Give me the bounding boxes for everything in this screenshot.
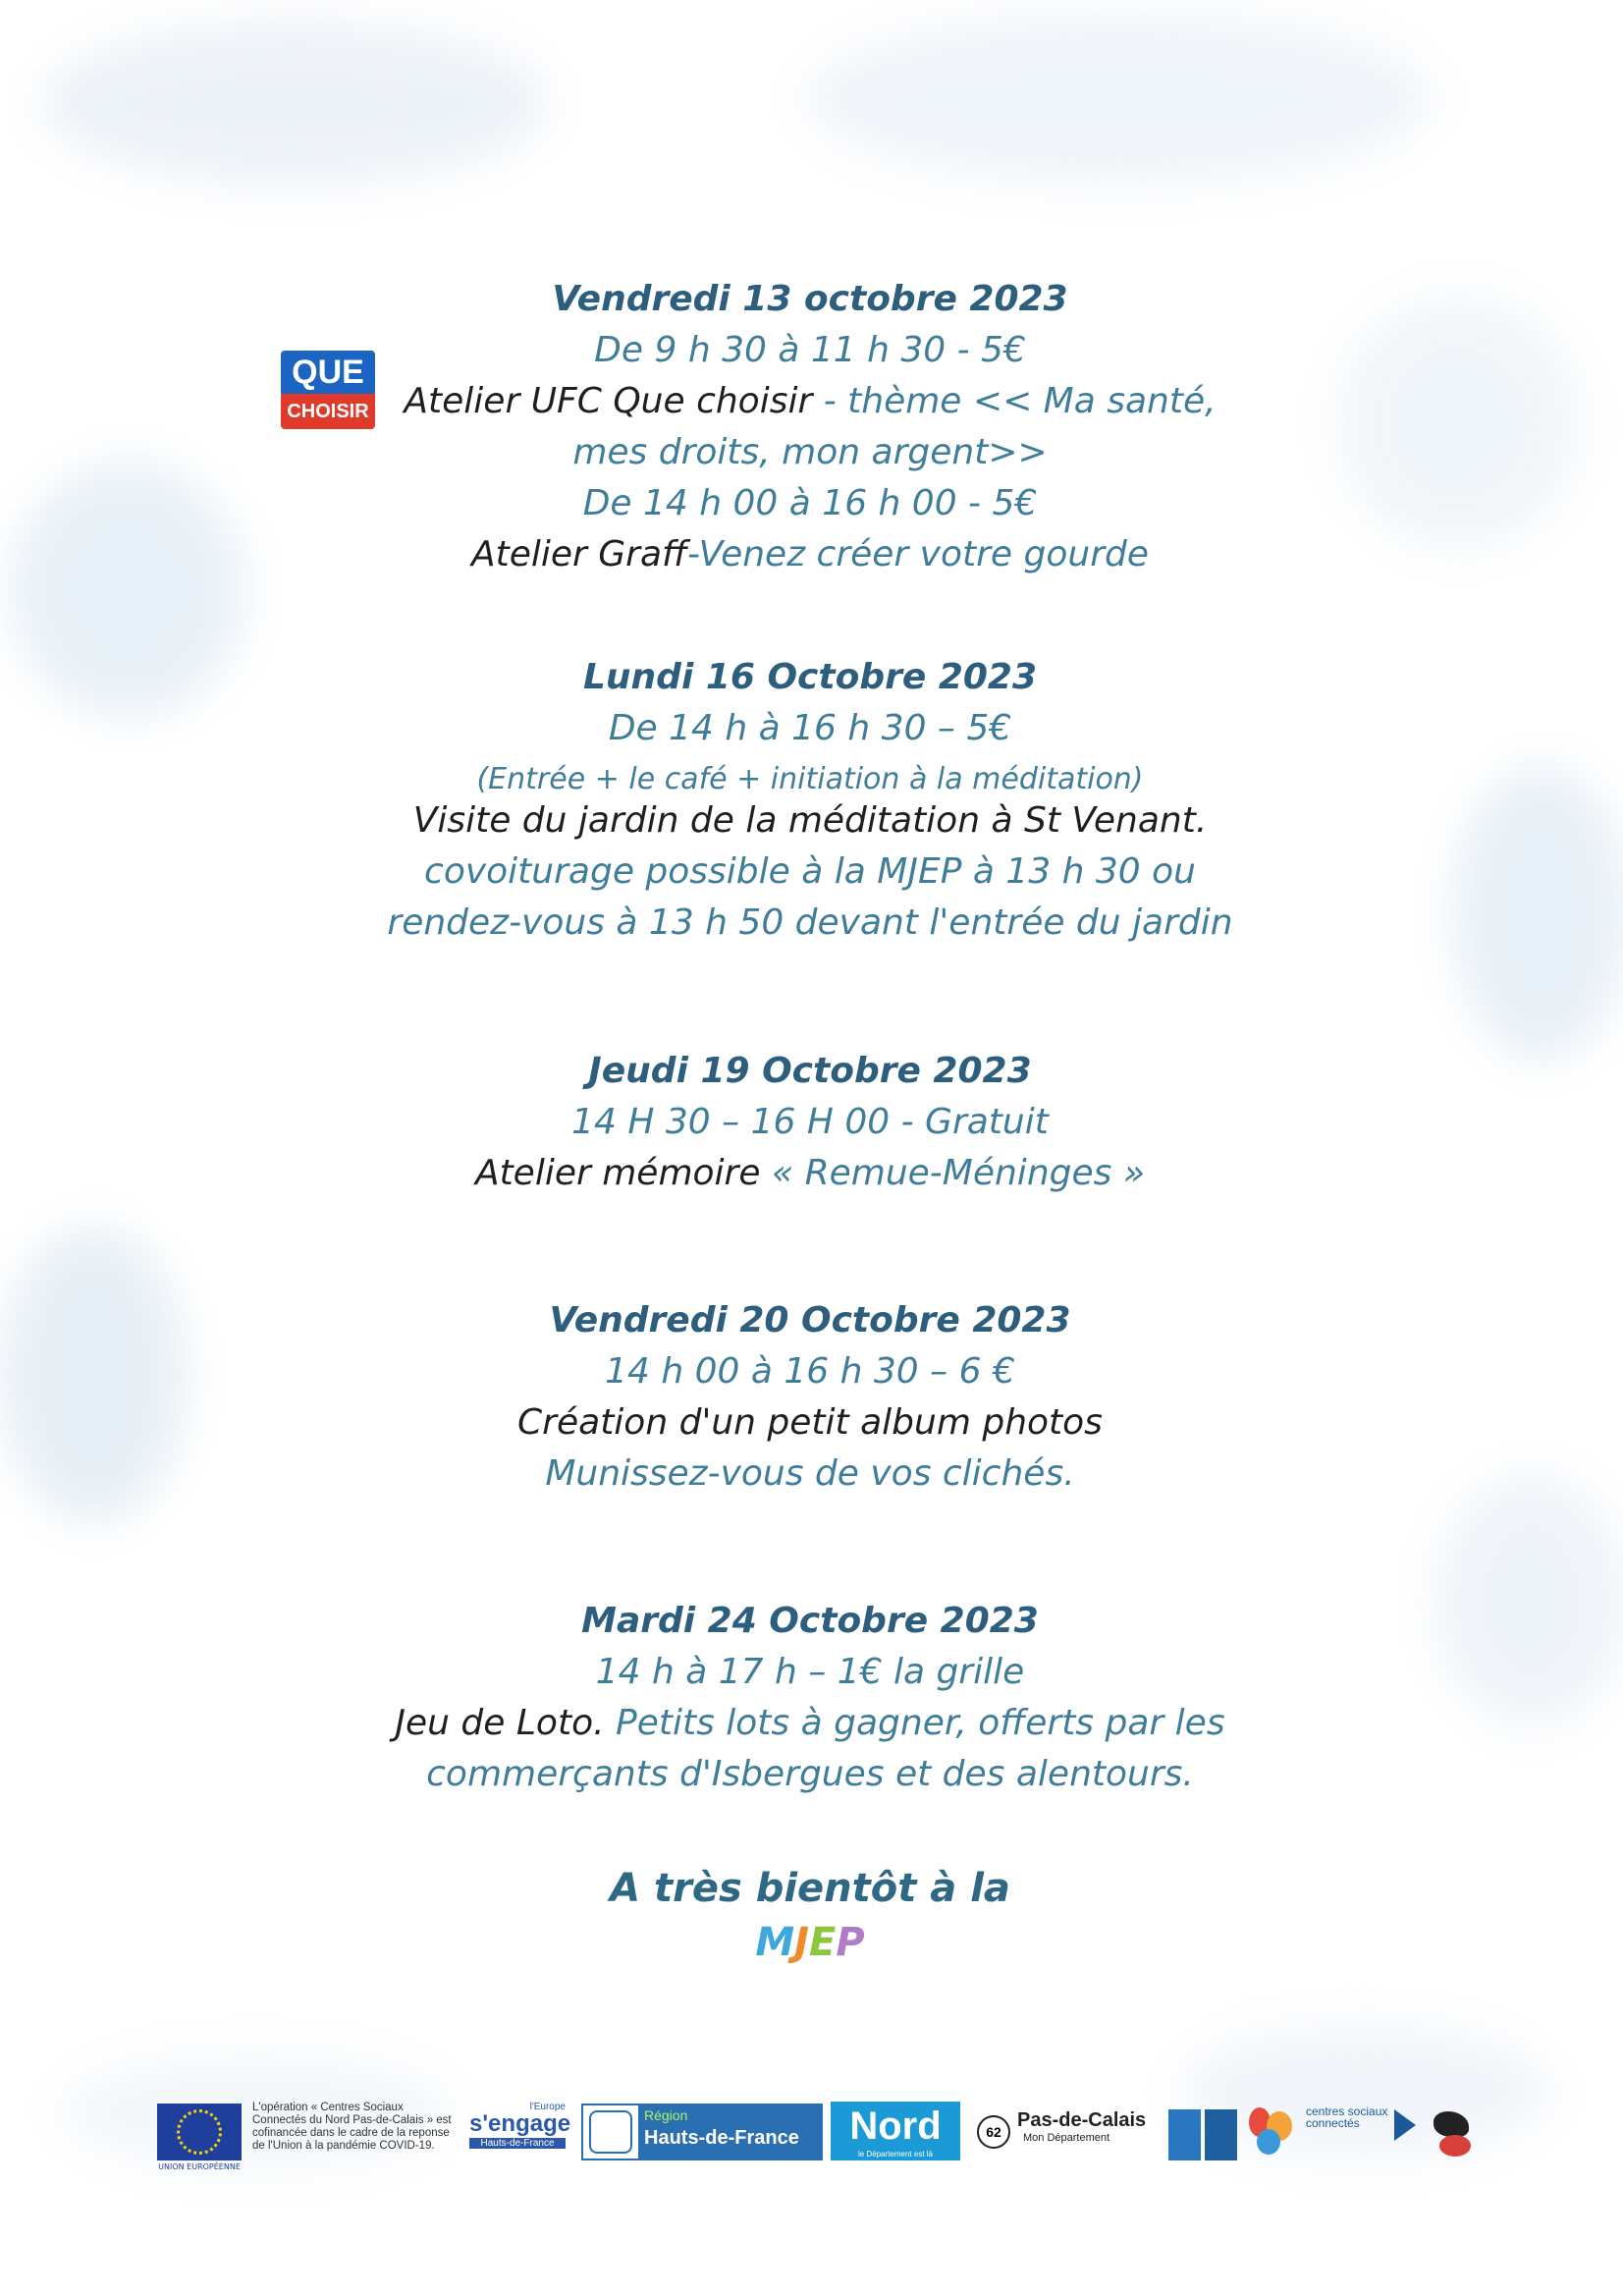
que-choisir-logo-bottom: CHOISIR — [281, 394, 375, 429]
event-line — [295, 328, 1325, 373]
event-line — [295, 532, 1325, 577]
event-text: rendez-vous à 13 h 50 devant l'entrée du jardin — [387, 902, 1233, 943]
event-text: Jeu de Loto. — [395, 1703, 605, 1743]
event-line — [295, 798, 1325, 844]
region-map-icon — [589, 2110, 632, 2154]
pdc-logo — [1017, 2109, 1164, 2144]
nord-name: Nord — [849, 2105, 942, 2148]
nord-sub: le Département est là — [857, 2150, 934, 2159]
nord-logo — [831, 2102, 960, 2160]
event-line — [295, 1752, 1325, 1797]
flower-logo-icon — [1245, 2104, 1300, 2162]
region-top: Région — [644, 2107, 688, 2123]
closing-text: A très bientôt à la — [610, 1866, 1010, 1911]
event-line — [295, 1650, 1325, 1695]
event-date: Jeudi 19 Octobre 2023 — [588, 1051, 1032, 1091]
event-text: (Entrée + le café + initiation à la méditation) — [476, 762, 1144, 796]
event-text: De 14 h à 16 h 30 – 5€ — [608, 708, 1012, 748]
mjep-letter: J — [794, 1920, 810, 1965]
region-name: Hauts-de-France — [644, 2127, 799, 2149]
event-line — [295, 379, 1325, 424]
europe-bot: Hauts-de-France — [469, 2138, 566, 2149]
event-line — [295, 901, 1325, 946]
event-line — [295, 1349, 1325, 1394]
event-text: De 9 h 30 à 11 h 30 - 5€ — [594, 330, 1026, 370]
pdc-sub: Mon Département — [1023, 2132, 1110, 2144]
event-text: Visite du jardin de la méditation à St Venant. — [412, 800, 1208, 841]
event-date: Vendredi 20 Octobre 2023 — [549, 1300, 1071, 1340]
play-arrow-icon — [1394, 2109, 1416, 2141]
event-line — [295, 430, 1325, 475]
event-text: Munissez-vous de vos clichés. — [545, 1453, 1075, 1494]
europe-sengage-logo — [469, 2102, 571, 2166]
event-text: 14 h à 17 h – 1€ la grille — [595, 1652, 1025, 1692]
event-date: Mardi 24 Octobre 2023 — [581, 1601, 1039, 1641]
region-logo — [581, 2104, 823, 2160]
event-text: Atelier Graff — [471, 534, 688, 574]
mjep-letter: M — [755, 1920, 795, 1965]
event-line — [295, 1451, 1325, 1497]
event-text: commerçants d'Isbergues et des alentours. — [426, 1754, 1194, 1794]
event-line — [295, 481, 1325, 526]
eu-flag-icon — [157, 2104, 242, 2160]
event-text: mes droits, mon argent>> — [572, 432, 1048, 472]
que-choisir-logo-top: QUE — [281, 351, 375, 394]
event-line — [295, 849, 1325, 895]
event-line — [295, 1701, 1325, 1746]
event-text: Atelier mémoire — [474, 1153, 772, 1193]
partner-logos — [0, 2092, 1623, 2170]
event-line — [295, 1151, 1325, 1196]
pdc-name: Pas-de-Calais — [1017, 2109, 1147, 2131]
event-line — [295, 755, 1325, 802]
horse-logo-icon — [1426, 2105, 1481, 2160]
event-date: Vendredi 13 octobre 2023 — [552, 279, 1068, 319]
event-text: Atelier UFC Que choisir — [404, 381, 813, 421]
event-text: - thème << Ma santé, — [812, 381, 1217, 421]
event-line — [295, 706, 1325, 751]
event-text: 14 h 00 à 16 h 30 – 6 € — [605, 1351, 1015, 1392]
eu-caption: UNION EUROPÉENNE — [158, 2162, 241, 2171]
caf-logo-icon — [1168, 2109, 1237, 2160]
event-date: Lundi 16 Octobre 2023 — [582, 657, 1038, 697]
mjep-letter: E — [809, 1920, 837, 1965]
event-text: « Remue-Méninges » — [771, 1153, 1146, 1193]
csc-text: centres sociaux connectés — [1306, 2105, 1388, 2130]
event-text: Petits lots à gagner, offerts par les — [604, 1703, 1225, 1743]
mjep-wordmark — [295, 1920, 1325, 1965]
event-line — [295, 1100, 1325, 1145]
csc-logo — [1306, 2105, 1394, 2129]
event-text: Création d'un petit album photos — [517, 1402, 1103, 1443]
event-text: covoiturage possible à la MJEP à 13 h 30 ou — [424, 851, 1196, 892]
event-text: De 14 h 00 à 16 h 00 - 5€ — [582, 483, 1038, 523]
mjep-letter: P — [836, 1920, 865, 1965]
europe-mid: s'engage — [469, 2110, 571, 2137]
event-line — [295, 1400, 1325, 1446]
event-text: 14 H 30 – 16 H 00 - Gratuit — [571, 1102, 1049, 1142]
pdc-number: 62 — [977, 2115, 1010, 2149]
event-text: -Venez créer votre gourde — [687, 534, 1149, 574]
eu-funding-text: L'opération « Centres Sociaux Connectés du Nord Pas-de-Calais » est cofinancée dans le cadre de la reponse de l'Union à la pandémie COVID-19. — [252, 2102, 452, 2152]
europe-top: l'Europe — [529, 2102, 566, 2112]
